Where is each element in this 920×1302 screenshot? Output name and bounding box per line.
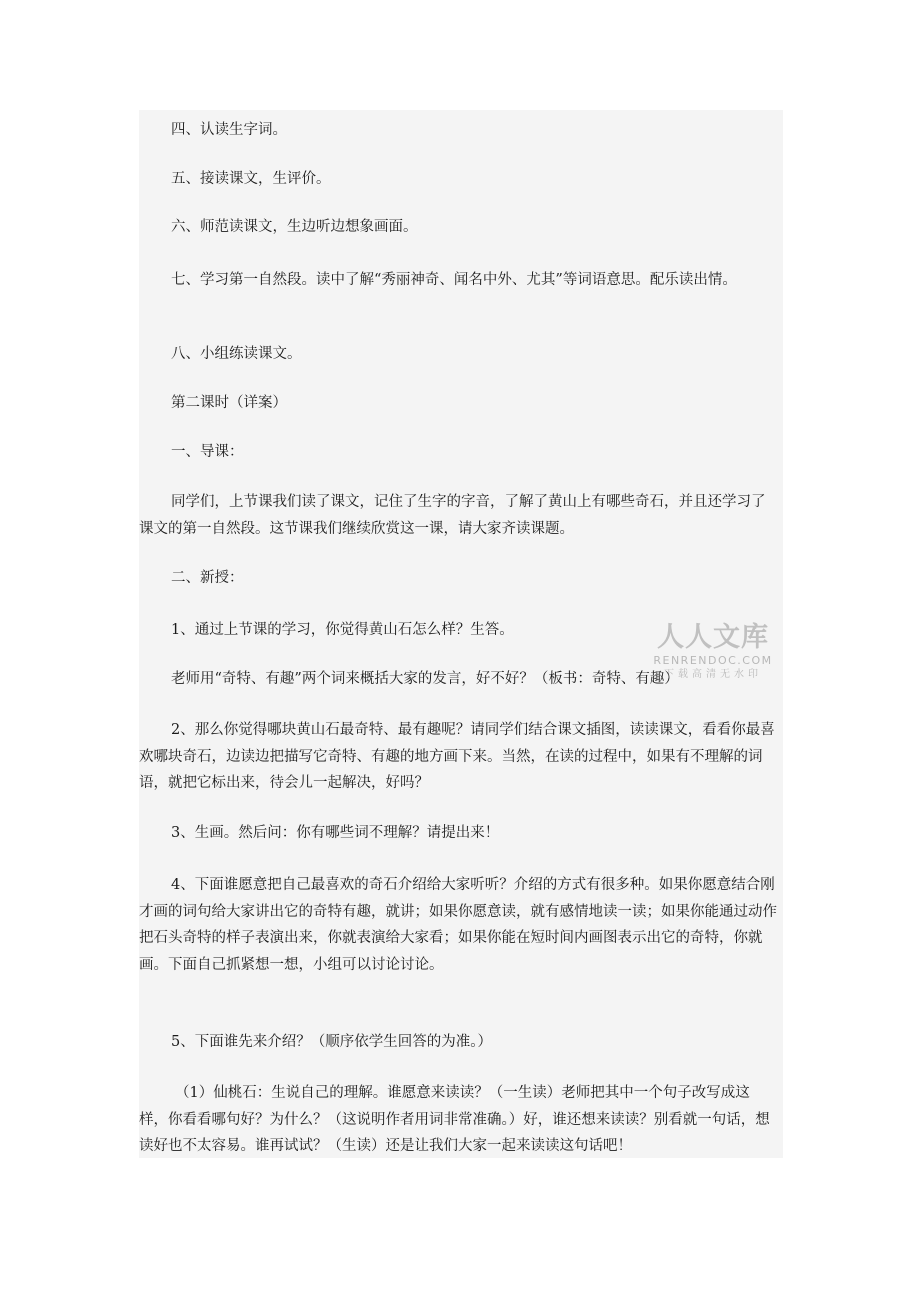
heading-new-lesson: 二、新授： [171, 570, 244, 586]
watermark-logo [648, 622, 778, 688]
paragraph-step-4: 4、下面谁愿意把自己最喜欢的奇石介绍给大家听听？介绍的方式有很多种。如果你愿意结合刚才画的词句给大家讲出它的奇特有趣，就讲；如果你愿意读，就有感情地读一读；如果你能通过动作把石头奇特的样子表演出来，你就表演给大家看；如果你能在短时间内画图表示出它的奇特，你就画。下面自己抓紧想一想，小组可以讨论讨论。 [139, 877, 777, 973]
watermark-title: 人人文库 [657, 622, 769, 653]
paragraph-intro: 同学们，上节课我们读了课文，记住了生字的字音，了解了黄山上有哪些奇石，并且还学习了课文的第一自然段。这节课我们继续欣赏这一课，请大家齐读课题。 [139, 494, 766, 537]
paragraph-step-1: 1、通过上节课的学习，你觉得黄山石怎么样？生答。 [171, 622, 514, 638]
paragraph-step-2: 2、那么你觉得哪块黄山石最奇特、最有趣呢？请同学们结合课文插图，读读课文，看看你最喜欢哪块奇石，边读边把描写它奇特、有趣的地方画下来。当然，在读的过程中，如果有不理解的词语，就把它标出来，待会儿一起解决，好吗？ [139, 722, 775, 791]
heading-intro: 一、导课： [171, 444, 244, 460]
paragraph-item-7: 七、学习第一自然段。读中了解“秀丽神奇、闻名中外、尤其”等词语意思。配乐读出情。 [171, 272, 737, 288]
watermark-subtitle: 下载高清无水印 [664, 669, 762, 680]
paragraph-step-3: 3、生画。然后问：你有哪些词不理解？请提出来！ [171, 825, 500, 841]
paragraph-item-4: 四、认读生字词。 [171, 122, 287, 138]
paragraph-item-5: 五、接读课文，生评价。 [171, 171, 331, 187]
watermark-url: RENRENDOC.COM [653, 654, 773, 667]
paragraph-item-8: 八、小组练读课文。 [171, 346, 302, 362]
paragraph-peach-stone: （1）仙桃石：生说自己的理解。谁愿意来读读？（一生读）老师把其中一个句子改写成这样，你看看哪句好？为什么？（这说明作者用词非常准确。）好，谁还想来读读？别看就一句话，想读好也不太容易。谁再试试？（生读）还是让我们大家一起来读读这句话吧！ [139, 1085, 770, 1154]
section-title-lesson-2: 第二课时（详案） [171, 395, 287, 411]
paragraph-item-6: 六、师范读课文，生边听边想象画面。 [171, 219, 418, 235]
paragraph-step-5: 5、下面谁先来介绍？（顺序依学生回答的为准。） [171, 1034, 492, 1050]
paragraph-teacher-summary: 老师用“奇特、有趣”两个词来概括大家的发言，好不好？（板书：奇特、有趣） [171, 671, 679, 687]
